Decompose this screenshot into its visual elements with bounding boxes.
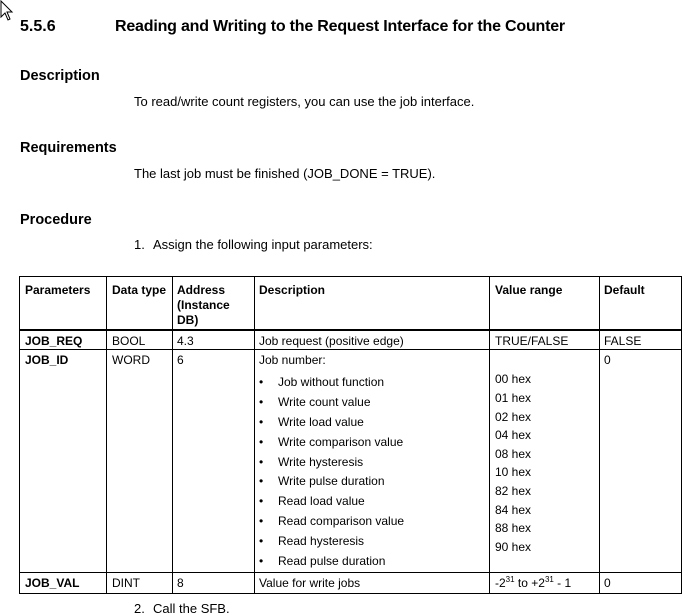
list-item: • Job without function [259, 375, 385, 389]
section-title: Reading and Writing to the Request Interface for the Counter [115, 18, 565, 35]
list-item: • Write count value [259, 395, 371, 409]
job-id-description: Job number: [259, 353, 326, 367]
col-divider [489, 276, 490, 594]
header-address: Address (Instance DB) [177, 283, 230, 327]
hex-value: 10 hex [495, 465, 532, 479]
col-divider [254, 276, 255, 594]
header-divider [19, 329, 682, 331]
list-item: • Read pulse duration [259, 554, 386, 568]
procedure-heading: Procedure [20, 212, 92, 228]
header-description: Description [259, 283, 326, 297]
hex-value: 82 hex [495, 484, 532, 498]
job-id-data-type: WORD [112, 353, 150, 367]
job-req-parameter: JOB_REQ [25, 334, 83, 348]
header-value-range: Value range [495, 283, 563, 297]
list-item: • Write hysteresis [259, 455, 364, 469]
row-divider [19, 572, 682, 573]
list-item: • Read hysteresis [259, 534, 365, 548]
procedure-step-2 [134, 601, 230, 616]
hex-value: 01 hex [495, 391, 532, 405]
job-val-default: 0 [604, 576, 611, 590]
hex-value: 90 hex [495, 540, 532, 554]
description-heading: Description [20, 68, 100, 84]
mouse-cursor-icon [0, 0, 16, 22]
step-text: Call the SFB. [153, 601, 230, 616]
job-req-default: FALSE [604, 334, 642, 348]
step-number: 2. [134, 601, 145, 616]
section-number: 5.5.6 [20, 18, 56, 35]
hex-value: 04 hex [495, 428, 532, 442]
col-divider [106, 276, 107, 594]
job-id-address: 6 [177, 353, 184, 367]
job-val-description: Value for write jobs [259, 576, 361, 590]
job-req-value-range: TRUE/FALSE [495, 334, 569, 348]
hex-value: 84 hex [495, 503, 532, 517]
job-req-data-type: BOOL [112, 334, 146, 348]
description-text: To read/write count registers, you can use the job interface. [134, 94, 475, 109]
col-divider [172, 276, 173, 594]
step-text: Assign the following input parameters: [153, 237, 373, 252]
requirements-heading: Requirements [20, 140, 117, 156]
hex-value: 08 hex [495, 447, 532, 461]
step-number: 1. [134, 237, 145, 252]
list-item: • Write load value [259, 415, 364, 429]
list-item: • Read load value [259, 494, 365, 508]
job-val-parameter: JOB_VAL [25, 576, 80, 590]
list-item: • Read comparison value [259, 514, 405, 528]
job-req-address: 4.3 [177, 334, 194, 348]
hex-value: 88 hex [495, 521, 532, 535]
header-default: Default [604, 283, 645, 297]
job-val-data-type: DINT [112, 576, 140, 590]
job-req-description: Job request (positive edge) [259, 334, 404, 348]
col-divider [599, 276, 600, 594]
requirements-text: The last job must be finished (JOB_DONE = TRUE). [134, 166, 436, 181]
job-val-value-range: $-2^{31}$ to $+2^{31} - 1$ [495, 575, 572, 590]
job-id-parameter: JOB_ID [25, 353, 69, 367]
list-item: • Write comparison value [259, 435, 404, 449]
header-parameters: Parameters [25, 283, 91, 297]
procedure-step-1 [134, 237, 373, 252]
parameters-table [19, 276, 682, 594]
job-val-address: 8 [177, 576, 184, 590]
hex-value: 02 hex [495, 410, 532, 424]
job-id-default: 0 [604, 353, 611, 367]
header-data-type: Data type [112, 283, 167, 297]
list-item: • Write pulse duration [259, 474, 385, 488]
hex-value: 00 hex [495, 372, 532, 386]
row-divider [19, 349, 682, 350]
